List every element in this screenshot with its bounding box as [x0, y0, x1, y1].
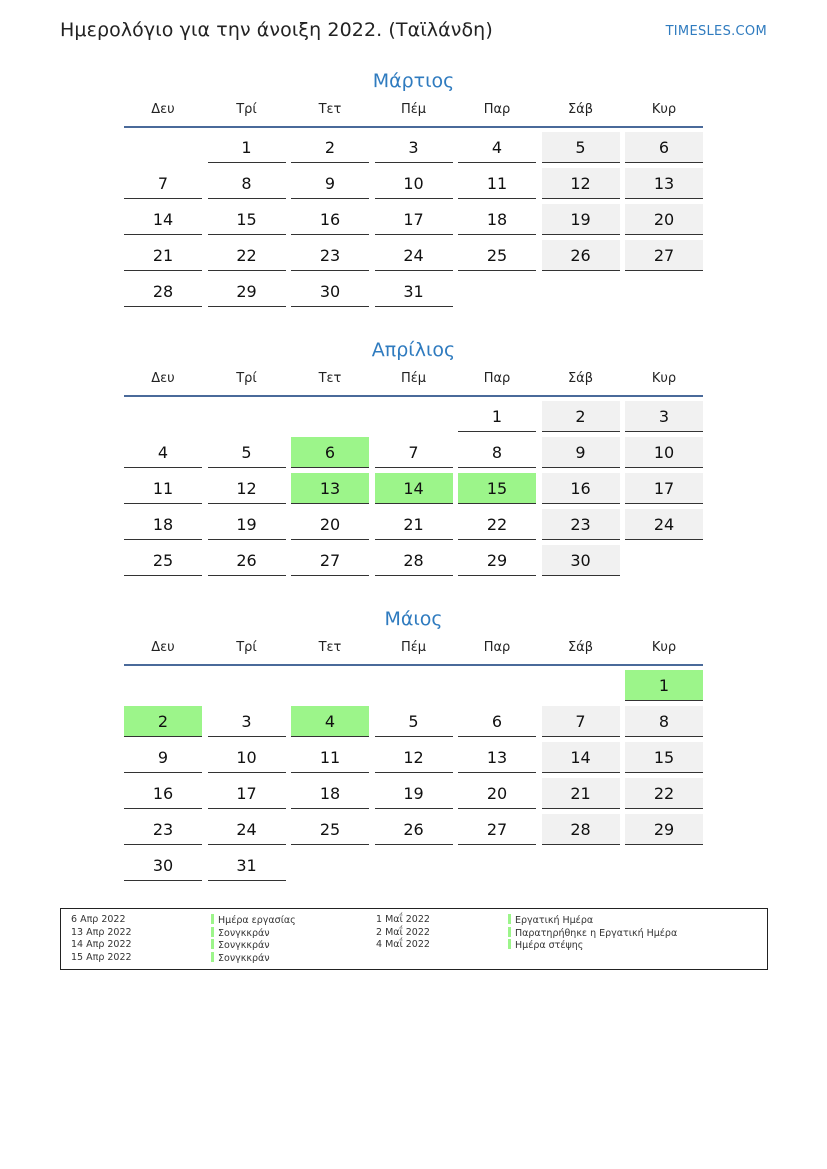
day-cell: 12 [375, 742, 453, 773]
day-cell: 8 [208, 168, 286, 199]
empty-cell [542, 276, 620, 306]
weekday-label: Σάβ [567, 640, 594, 655]
day-cell: 9 [542, 437, 620, 468]
holiday-day-cell: 13 [291, 473, 369, 504]
day-cell: 13 [458, 742, 536, 773]
legend-holiday-name: Σονγκκράν [218, 952, 270, 964]
week-row [124, 545, 703, 577]
empty-cell [291, 401, 369, 431]
legend-holiday-name: Παρατηρήθηκε η Εργατική Ημέρα [515, 927, 678, 939]
weekday-header [124, 369, 703, 397]
month-block [124, 608, 703, 886]
day-cell: 20 [291, 509, 369, 540]
legend-holiday [211, 952, 296, 965]
legend-date: 6 Απρ 2022 [71, 914, 126, 925]
legend-holiday [508, 914, 677, 927]
day-cell: 4 [124, 437, 202, 468]
legend-holiday-name: Εργατική Ημέρα [515, 915, 594, 926]
legend-right-dates [376, 914, 430, 952]
day-cell: 4 [458, 132, 536, 163]
day-cell: 28 [124, 276, 202, 307]
day-cell: 25 [458, 240, 536, 271]
day-cell: 26 [375, 814, 453, 845]
legend-holiday [508, 939, 677, 952]
day-cell: 24 [625, 509, 703, 540]
day-cell: 1 [458, 401, 536, 432]
holiday-color-marker [211, 927, 214, 937]
holiday-day-cell: 1 [625, 670, 703, 701]
day-cell: 30 [124, 850, 202, 881]
weekday-header [124, 100, 703, 128]
empty-cell [375, 850, 453, 880]
day-cell: 23 [124, 814, 202, 845]
day-cell: 2 [291, 132, 369, 163]
week-row [124, 437, 703, 469]
empty-cell [208, 401, 286, 431]
day-cell: 26 [208, 545, 286, 576]
weekday-label: Κυρ [651, 102, 677, 117]
legend-right-names [508, 914, 677, 952]
weekday-label: Δευ [151, 102, 175, 117]
legend-date: 4 Μαΐ 2022 [376, 939, 430, 950]
empty-cell [124, 132, 202, 162]
day-cell: 15 [625, 742, 703, 773]
day-cell: 24 [208, 814, 286, 845]
day-cell: 28 [542, 814, 620, 845]
week-row [124, 473, 703, 505]
holiday-color-marker [508, 927, 511, 937]
day-cell: 19 [208, 509, 286, 540]
weekday-label: Σάβ [567, 102, 594, 117]
day-cell: 20 [458, 778, 536, 809]
week-row [124, 850, 703, 882]
week-row [124, 509, 703, 541]
weekday-label: Παρ [483, 102, 511, 117]
day-cell: 16 [124, 778, 202, 809]
day-cell: 27 [458, 814, 536, 845]
empty-cell [625, 276, 703, 306]
week-row [124, 132, 703, 164]
holiday-day-cell: 2 [124, 706, 202, 737]
empty-cell [625, 545, 703, 575]
legend-date: 2 Μαΐ 2022 [376, 926, 430, 938]
weekday-label: Πέμ [400, 371, 427, 386]
legend-holiday-name: Σονγκκράν [218, 927, 270, 939]
day-cell: 5 [375, 706, 453, 737]
legend-date: 15 Απρ 2022 [71, 951, 132, 963]
week-row [124, 814, 703, 846]
day-cell: 17 [208, 778, 286, 809]
day-cell: 3 [208, 706, 286, 737]
weekday-label: Πέμ [400, 640, 427, 655]
empty-cell [458, 670, 536, 700]
day-cell: 6 [458, 706, 536, 737]
day-cell: 23 [291, 240, 369, 271]
week-row [124, 168, 703, 200]
day-cell: 22 [625, 778, 703, 809]
day-cell: 19 [375, 778, 453, 809]
empty-cell [458, 276, 536, 306]
day-cell: 14 [124, 204, 202, 235]
day-cell: 3 [625, 401, 703, 432]
month-name: Μάιος [384, 608, 443, 630]
legend-left-dates [71, 914, 132, 964]
day-cell: 1 [208, 132, 286, 163]
week-row [124, 742, 703, 774]
holiday-color-marker [508, 939, 511, 949]
weekday-label: Παρ [483, 640, 511, 655]
day-cell: 18 [291, 778, 369, 809]
empty-cell [291, 670, 369, 700]
empty-cell [208, 670, 286, 700]
month-block [124, 70, 703, 312]
holiday-day-cell: 6 [291, 437, 369, 468]
day-cell: 9 [291, 168, 369, 199]
day-cell: 31 [375, 276, 453, 307]
weekday-label: Τρί [236, 371, 257, 386]
day-cell: 23 [542, 509, 620, 540]
weekday-label: Παρ [483, 371, 511, 386]
day-cell: 30 [291, 276, 369, 307]
legend-date: 14 Απρ 2022 [71, 939, 132, 950]
month-name: Απρίλιος [371, 339, 456, 361]
empty-cell [375, 401, 453, 431]
day-cell: 11 [291, 742, 369, 773]
weeks-grid [124, 401, 703, 577]
month-block [124, 339, 703, 581]
day-cell: 12 [208, 473, 286, 504]
day-cell: 31 [208, 850, 286, 881]
holiday-color-marker [211, 939, 214, 949]
day-cell: 7 [375, 437, 453, 468]
day-cell: 17 [625, 473, 703, 504]
day-cell: 3 [375, 132, 453, 163]
day-cell: 18 [458, 204, 536, 235]
day-cell: 14 [542, 742, 620, 773]
legend-holiday-name: Ημέρα στέψης [515, 940, 584, 951]
day-cell: 16 [291, 204, 369, 235]
site-brand-link[interactable]: TIMESLES.COM [665, 24, 767, 39]
week-row [124, 240, 703, 272]
holiday-color-marker [508, 914, 511, 924]
day-cell: 21 [542, 778, 620, 809]
day-cell: 26 [542, 240, 620, 271]
day-cell: 10 [208, 742, 286, 773]
day-cell: 22 [208, 240, 286, 271]
weekday-label: Δευ [151, 640, 175, 655]
empty-cell [124, 670, 202, 700]
weekday-label: Τετ [318, 102, 342, 117]
legend-left-names [211, 914, 296, 964]
day-cell: 25 [291, 814, 369, 845]
day-cell: 29 [208, 276, 286, 307]
weekday-label: Τρί [236, 102, 257, 117]
weekday-label: Κυρ [651, 371, 677, 386]
day-cell: 22 [458, 509, 536, 540]
legend-date: 1 Μαΐ 2022 [376, 914, 430, 925]
day-cell: 15 [208, 204, 286, 235]
day-cell: 12 [542, 168, 620, 199]
day-cell: 27 [625, 240, 703, 271]
weekday-label: Πέμ [400, 102, 427, 117]
day-cell: 17 [375, 204, 453, 235]
legend-holiday-name: Σονγκκράν [218, 940, 270, 951]
empty-cell [542, 670, 620, 700]
week-row [124, 778, 703, 810]
day-cell: 21 [124, 240, 202, 271]
weekday-label: Τετ [318, 371, 342, 386]
day-cell: 16 [542, 473, 620, 504]
holiday-color-marker [211, 952, 214, 962]
day-cell: 7 [542, 706, 620, 737]
empty-cell [625, 850, 703, 880]
empty-cell [458, 850, 536, 880]
holiday-day-cell: 15 [458, 473, 536, 504]
week-row [124, 670, 703, 702]
day-cell: 28 [375, 545, 453, 576]
day-cell: 11 [124, 473, 202, 504]
holiday-day-cell: 14 [375, 473, 453, 504]
month-name: Μάρτιος [372, 70, 455, 92]
legend-holiday [508, 927, 677, 940]
day-cell: 19 [542, 204, 620, 235]
empty-cell [542, 850, 620, 880]
day-cell: 13 [625, 168, 703, 199]
day-cell: 29 [458, 545, 536, 576]
day-cell: 11 [458, 168, 536, 199]
holiday-color-marker [211, 914, 214, 924]
week-row [124, 706, 703, 738]
day-cell: 6 [625, 132, 703, 163]
empty-cell [291, 850, 369, 880]
day-cell: 8 [458, 437, 536, 468]
day-cell: 20 [625, 204, 703, 235]
day-cell: 24 [375, 240, 453, 271]
day-cell: 9 [124, 742, 202, 773]
day-cell: 7 [124, 168, 202, 199]
day-cell: 5 [542, 132, 620, 163]
weeks-grid [124, 132, 703, 308]
weekday-label: Κυρ [651, 640, 677, 655]
legend-date: 13 Απρ 2022 [71, 926, 132, 938]
page-title: Ημερολόγιο για την άνοιξη 2022. (Ταϊλάνδη) [60, 19, 493, 41]
day-cell: 10 [625, 437, 703, 468]
day-cell: 27 [291, 545, 369, 576]
legend-holiday [211, 914, 296, 927]
day-cell: 21 [375, 509, 453, 540]
day-cell: 10 [375, 168, 453, 199]
day-cell: 29 [625, 814, 703, 845]
weekday-label: Σάβ [567, 371, 594, 386]
day-cell: 25 [124, 545, 202, 576]
weekday-label: Τρί [236, 640, 257, 655]
day-cell: 2 [542, 401, 620, 432]
weekday-label: Τετ [318, 640, 342, 655]
week-row [124, 204, 703, 236]
week-row [124, 401, 703, 433]
legend-holiday-name: Ημέρα εργασίας [218, 915, 296, 926]
empty-cell [375, 670, 453, 700]
day-cell: 8 [625, 706, 703, 737]
day-cell: 5 [208, 437, 286, 468]
day-cell: 30 [542, 545, 620, 576]
weekday-label: Δευ [151, 371, 175, 386]
week-row [124, 276, 703, 308]
weeks-grid [124, 670, 703, 882]
holiday-legend [60, 908, 768, 970]
day-cell: 18 [124, 509, 202, 540]
legend-holiday [211, 939, 296, 952]
holiday-day-cell: 4 [291, 706, 369, 737]
legend-holiday [211, 927, 296, 940]
weekday-header [124, 638, 703, 666]
empty-cell [124, 401, 202, 431]
